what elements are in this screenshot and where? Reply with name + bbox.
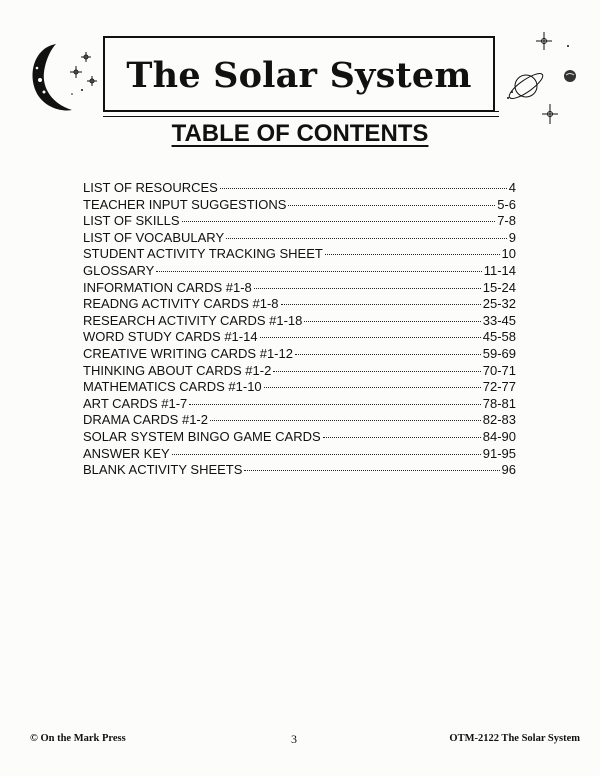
toc-entry-label: STUDENT ACTIVITY TRACKING SHEET: [83, 246, 323, 262]
toc-entry-label: READNG ACTIVITY CARDS #1-8: [83, 296, 279, 312]
dot-leader: [323, 427, 481, 438]
toc-entry-label: LIST OF RESOURCES: [83, 180, 218, 195]
dot-leader: [254, 278, 481, 289]
toc-entry-page: 91-95: [482, 445, 516, 461]
dot-leader: [304, 311, 480, 322]
toc-entry-page: 59-69: [482, 345, 516, 361]
dot-leader: [226, 228, 507, 239]
dot-leader: [295, 344, 481, 355]
toc-entry-page: 5-6: [497, 196, 516, 212]
toc-entry-label: CREATIVE WRITING CARDS #1-12: [83, 345, 293, 361]
title-banner: [103, 36, 495, 112]
toc-entry-label: WORD STUDY CARDS #1-14: [83, 329, 258, 345]
dot-leader: [288, 195, 495, 206]
toc-entry-page: 4: [508, 180, 516, 195]
toc-entry-label: TEACHER INPUT SUGGESTIONS: [83, 196, 287, 212]
toc-entry-page: 11-14: [483, 262, 516, 278]
dot-leader: [264, 377, 481, 388]
toc-heading: TABLE OF CONTENTS: [171, 120, 429, 147]
dot-leader: [189, 394, 480, 405]
toc-entry-label: SOLAR SYSTEM BINGO GAME CARDS: [83, 428, 321, 444]
star-sparkle-icon: [68, 50, 102, 96]
toc-entry-page: 45-58: [482, 329, 516, 345]
small-planet-icon: [560, 66, 580, 86]
dot-leader: [156, 261, 481, 272]
toc-entry-page: 96: [501, 462, 516, 478]
dot-leader: [325, 244, 500, 255]
dot-leader: [273, 361, 480, 372]
toc-entry-label: ANSWER KEY: [83, 445, 170, 461]
document-title: The Solar System: [126, 54, 472, 96]
dot-leader: [210, 410, 481, 421]
dot-leader: [182, 211, 496, 222]
toc-entry-label: BLANK ACTIVITY SHEETS: [83, 462, 243, 478]
toc-entry-label: INFORMATION CARDS #1-8: [83, 279, 252, 295]
toc-entry-page: 7-8: [497, 213, 516, 229]
toc-list: [83, 180, 516, 479]
toc-entry-label: DRAMA CARDS #1-2: [83, 412, 208, 428]
toc-entry-page: 82-83: [482, 412, 516, 428]
toc-entry-page: 84-90: [482, 428, 516, 444]
dot-leader: [260, 327, 481, 338]
toc-entry-label: LIST OF VOCABULARY: [83, 229, 225, 245]
footer-book-code: OTM-2122 The Solar System: [449, 733, 580, 744]
toc-entry-label: GLOSSARY: [83, 262, 155, 278]
toc-entry-label: ART CARDS #1-7: [83, 395, 188, 411]
toc-entry: [83, 462, 516, 479]
dot-leader: [281, 294, 481, 305]
page-number: 3: [291, 732, 297, 746]
toc-entry-page: 78-81: [482, 395, 516, 411]
toc-entry-label: LIST OF SKILLS: [83, 213, 180, 229]
footer-publisher: © On the Mark Press: [30, 733, 126, 744]
toc-entry-label: RESEARCH ACTIVITY CARDS #1-18: [83, 312, 303, 328]
toc-entry-page: 15-24: [482, 279, 516, 295]
toc-entry-page: 9: [508, 229, 516, 245]
page-footer: [0, 733, 600, 749]
dot-leader: [244, 460, 499, 471]
dot-leader: [220, 178, 507, 189]
toc-entry-label: MATHEMATICS CARDS #1-10: [83, 379, 262, 395]
toc-entry-page: 10: [501, 246, 516, 262]
toc-entry-page: 72-77: [482, 379, 516, 395]
dot-leader: [172, 444, 481, 455]
toc-entry-label: THINKING ABOUT CARDS #1-2: [83, 362, 272, 378]
toc-entry-page: 25-32: [482, 296, 516, 312]
toc-entry-page: 70-71: [482, 362, 516, 378]
toc-entry-page: 33-45: [482, 312, 516, 328]
